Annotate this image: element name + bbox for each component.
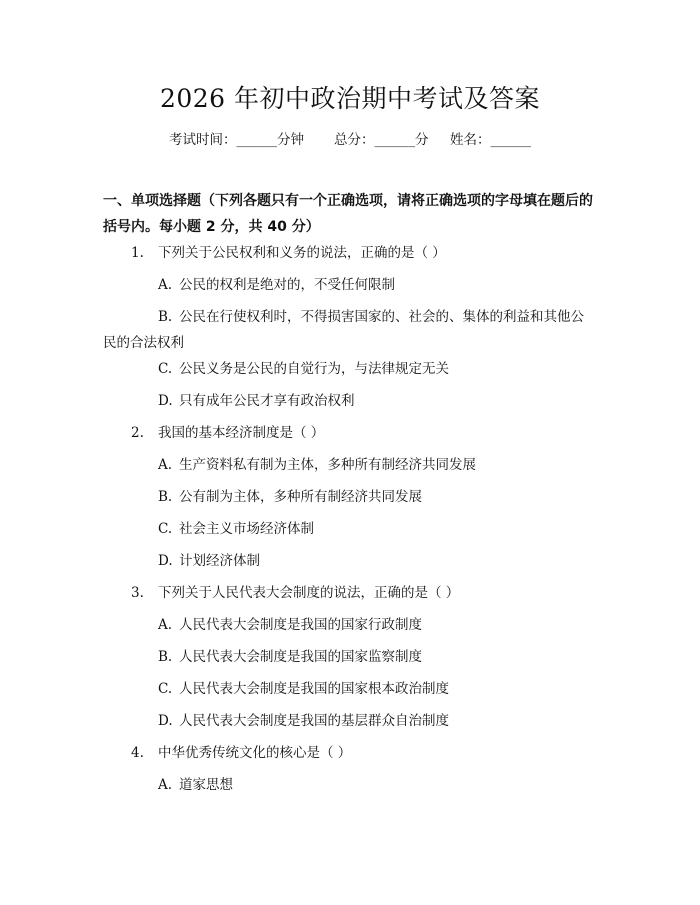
question-3 [131,583,459,603]
option-letter: A. [158,777,173,793]
question-4 [131,743,351,763]
score-label: 总分： [334,132,375,148]
option-letter: B. [158,489,173,505]
option-letter: A. [158,277,173,293]
option-letter: B. [158,649,173,665]
section-heading: 一、单项选择题（下列各题只有一个正确选项，请将正确选项的字母填在题后的括号内。每小题 2 分，共 40 分） [103,193,593,235]
option-text: 公有制为主体，多种所有制经济共同发展 [179,489,422,505]
option-2d [158,551,260,571]
question-number: 1. [131,245,144,261]
option-1b [103,304,595,356]
option-letter: D. [158,553,173,569]
option-letter: B. [158,309,173,325]
option-2c [158,519,314,539]
option-text: 生产资料私有制为主体，多种所有制经济共同发展 [179,457,476,473]
time-blank: ______ [236,132,277,148]
question-number: 3. [131,585,144,601]
option-text: 公民的权利是绝对的，不受任何限制 [179,277,395,293]
exam-title: 2026 年初中政治期中考试及答案 [159,84,541,113]
option-4a [158,775,233,795]
score-blank: ______ [374,132,416,148]
time-label: 考试时间： [168,132,237,148]
option-3a [158,615,422,635]
question-text: 下列关于人民代表大会制度的说法，正确的是（ ） [158,585,460,601]
option-1c [158,359,449,379]
option-letter: C. [158,361,173,377]
option-text: 人民代表大会制度是我国的国家根本政治制度 [179,681,449,697]
option-letter: A. [158,617,173,633]
exam-meta-line [0,130,700,150]
option-text: 社会主义市场经济体制 [179,521,314,537]
option-text: 人民代表大会制度是我国的国家监察制度 [179,649,422,665]
name-blank: ______ [490,132,531,148]
option-1a [158,275,395,295]
option-text: 只有成年公民才享有政治权利 [179,393,355,409]
option-3b [158,647,422,667]
option-2a [158,455,476,475]
question-2 [131,423,324,443]
option-text: 人民代表大会制度是我国的基层群众自治制度 [179,713,449,729]
option-2b [158,487,422,507]
question-text: 中华优秀传统文化的核心是（ ） [158,745,352,761]
option-3d [158,711,449,731]
option-letter: D. [158,393,173,409]
option-text: 计划经济体制 [179,553,260,569]
time-unit: 分钟 [276,132,304,148]
option-text: 人民代表大会制度是我国的国家行政制度 [179,617,422,633]
option-letter: C. [158,681,173,697]
option-text: 公民在行使权利时，不得损害国家的、社会的、集体的利益和其他公民的合法权利 [103,309,584,351]
option-letter: D. [158,713,173,729]
option-text: 公民义务是公民的自觉行为，与法律规定无关 [179,361,449,377]
option-1d [158,391,355,411]
question-number: 2. [131,425,144,441]
question-number: 4. [131,745,144,761]
option-3c [158,679,449,699]
option-letter: C. [158,521,173,537]
option-letter: A. [158,457,173,473]
option-text: 道家思想 [179,777,233,793]
question-text: 我国的基本经济制度是（ ） [158,425,325,441]
score-unit: 分 [415,132,429,148]
name-label: 姓名： [450,132,491,148]
question-text: 下列关于公民权利和义务的说法，正确的是（ ） [158,245,446,261]
question-1 [131,243,446,263]
